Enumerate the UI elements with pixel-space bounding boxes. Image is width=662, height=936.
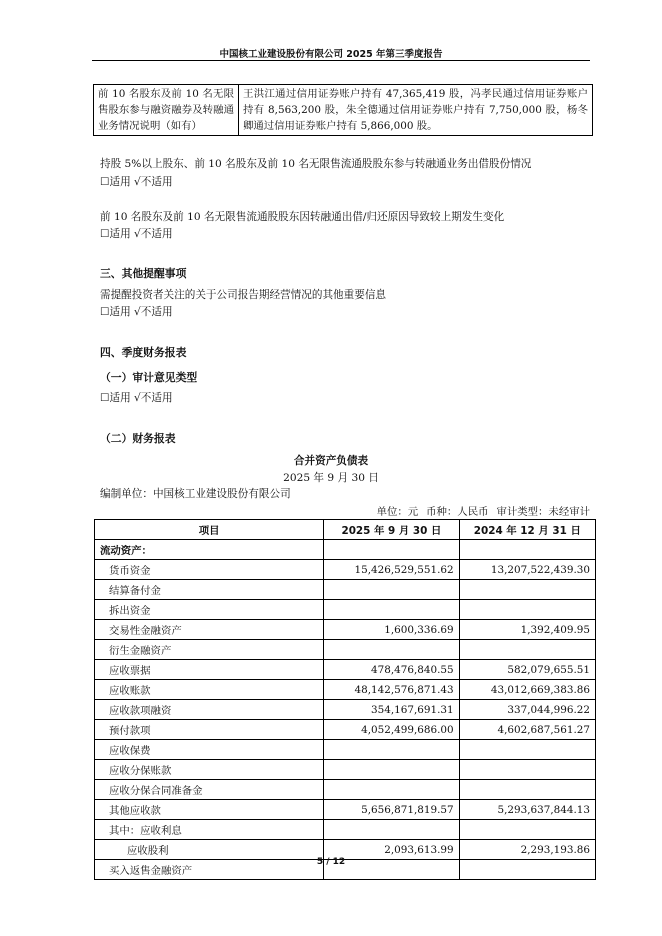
table-row bbox=[95, 720, 596, 740]
category-label: 流动资产： bbox=[95, 540, 324, 560]
section3-heading: 三、其他提醒事项 bbox=[100, 267, 187, 280]
row-item: 应收分保账款 bbox=[95, 760, 324, 780]
row-previous-value bbox=[459, 580, 595, 600]
row-previous-value: 582,079,655.51 bbox=[459, 660, 595, 680]
row-previous-value: 2,293,193.86 bbox=[459, 840, 595, 860]
balance-sheet-table bbox=[94, 519, 596, 880]
row-item: 买入返售金融资产 bbox=[95, 860, 324, 880]
row-current-value bbox=[324, 580, 459, 600]
balance-sheet-title: 合并资产负债表 bbox=[293, 455, 369, 467]
unit-label: 单位：元 bbox=[376, 506, 419, 518]
row-previous-value: 13,207,522,439.30 bbox=[459, 560, 595, 580]
table-row bbox=[95, 660, 596, 680]
row-item: 预付款项 bbox=[95, 720, 324, 740]
row-previous-value: 1,392,409.95 bbox=[459, 620, 595, 640]
row-item: 应收股利 bbox=[95, 840, 324, 860]
row-item: 衍生金融资产 bbox=[95, 640, 324, 660]
page-header-title: 中国核工业建设股份有限公司 2025 年第三季度报告 bbox=[219, 49, 443, 60]
preparer: 编制单位：中国核工业建设股份有限公司 bbox=[100, 488, 291, 500]
table-row bbox=[95, 680, 596, 700]
audit-opinion-applicability: ☐适用 √不适用 bbox=[100, 392, 173, 404]
lending-applicability: ☐适用 √不适用 bbox=[100, 176, 173, 188]
row-item: 应收账款 bbox=[95, 680, 324, 700]
row-item: 其他应收款 bbox=[95, 800, 324, 820]
section4-heading: 四、季度财务报表 bbox=[100, 346, 187, 359]
table-row bbox=[95, 760, 596, 780]
table-row bbox=[95, 580, 596, 600]
row-previous-value bbox=[459, 820, 595, 840]
margin-trading-note-table bbox=[93, 84, 593, 136]
row-previous-value bbox=[459, 760, 595, 780]
row-previous-value bbox=[459, 600, 595, 620]
row-item: 应收款项融资 bbox=[95, 700, 324, 720]
row-previous-value: 337,044,996.22 bbox=[459, 700, 595, 720]
row-item: 应收保费 bbox=[95, 740, 324, 760]
row-current-value bbox=[324, 640, 459, 660]
row-current-value: 1,600,336.69 bbox=[324, 620, 459, 640]
page-number: 5 / 12 bbox=[316, 857, 346, 867]
row-current-value: 2,093,613.99 bbox=[324, 840, 459, 860]
row-current-value: 354,167,691.31 bbox=[324, 700, 459, 720]
table-row bbox=[95, 620, 596, 640]
row-current-value: 15,426,529,551.62 bbox=[324, 560, 459, 580]
row-current-value: 5,656,871,819.57 bbox=[324, 800, 459, 820]
table-row bbox=[95, 560, 596, 580]
row-current-value bbox=[324, 760, 459, 780]
note-label: 前 10 名股东及前 10 名无限售股东参与融资融券及转融通业务情况说明（如有） bbox=[94, 85, 239, 136]
row-previous-value bbox=[459, 780, 595, 800]
table-row bbox=[95, 740, 596, 760]
row-current-value bbox=[324, 600, 459, 620]
col-header-current: 2025 年 9 月 30 日 bbox=[324, 520, 459, 540]
row-previous-value bbox=[459, 640, 595, 660]
row-current-value: 4,052,499,686.00 bbox=[324, 720, 459, 740]
table-row bbox=[95, 540, 596, 560]
table-row bbox=[95, 780, 596, 800]
table-row bbox=[95, 600, 596, 620]
row-current-value bbox=[324, 740, 459, 760]
col-header-item: 项目 bbox=[95, 520, 324, 540]
table-header-row bbox=[95, 520, 596, 540]
table-row bbox=[95, 700, 596, 720]
section3-text: 需提醒投资者关注的关于公司报告期经营情况的其他重要信息 bbox=[100, 289, 387, 301]
units-line bbox=[369, 503, 590, 518]
col-header-previous: 2024 年 12 月 31 日 bbox=[459, 520, 595, 540]
row-current-value: 48,142,576,871.43 bbox=[324, 680, 459, 700]
row-previous-value: 4,602,687,561.27 bbox=[459, 720, 595, 740]
row-item: 结算备付金 bbox=[95, 580, 324, 600]
row-previous-value bbox=[459, 740, 595, 760]
note-content: 王洪江通过信用证券账户持有 47,365,419 股，冯孝民通过信用证券账户持有 8,563,200 股，朱全德通过信用证券账户持有 7,750,000 股，杨冬卿通过信用证券账户持有 5,866,000 股。 bbox=[239, 85, 593, 136]
row-current-value: 478,476,840.55 bbox=[324, 660, 459, 680]
row-current-value bbox=[324, 780, 459, 800]
currency-label: 币种：人民币 bbox=[426, 506, 489, 518]
row-item: 交易性金融资产 bbox=[95, 620, 324, 640]
balance-sheet-date: 2025 年 9 月 30 日 bbox=[283, 472, 379, 484]
table-row bbox=[95, 820, 596, 840]
row-item: 应收分保合同准备金 bbox=[95, 780, 324, 800]
row-item: 应收票据 bbox=[95, 660, 324, 680]
financial-statements-heading: （二）财务报表 bbox=[100, 432, 176, 445]
section3-applicability: ☐适用 √不适用 bbox=[100, 306, 173, 318]
audit-opinion-heading: （一）审计意见类型 bbox=[100, 371, 198, 384]
table-row bbox=[95, 800, 596, 820]
change-text: 前 10 名股东及前 10 名无限售流通股股东因转融通出借/归还原因导致较上期发生变化 bbox=[100, 211, 505, 223]
header-divider bbox=[92, 60, 590, 61]
row-item: 货币资金 bbox=[95, 560, 324, 580]
row-item: 拆出资金 bbox=[95, 600, 324, 620]
row-item: 其中：应收利息 bbox=[95, 820, 324, 840]
audit-type-label: 审计类型：未经审计 bbox=[496, 506, 590, 518]
table-row bbox=[95, 640, 596, 660]
row-previous-value: 43,012,669,383.86 bbox=[459, 680, 595, 700]
row-previous-value: 5,293,637,844.13 bbox=[459, 800, 595, 820]
lending-text: 持股 5%以上股东、前 10 名股东及前 10 名无限售流通股股东参与转融通业务出借股份情况 bbox=[100, 158, 532, 170]
row-current-value bbox=[324, 820, 459, 840]
change-applicability: ☐适用 √不适用 bbox=[100, 228, 173, 240]
